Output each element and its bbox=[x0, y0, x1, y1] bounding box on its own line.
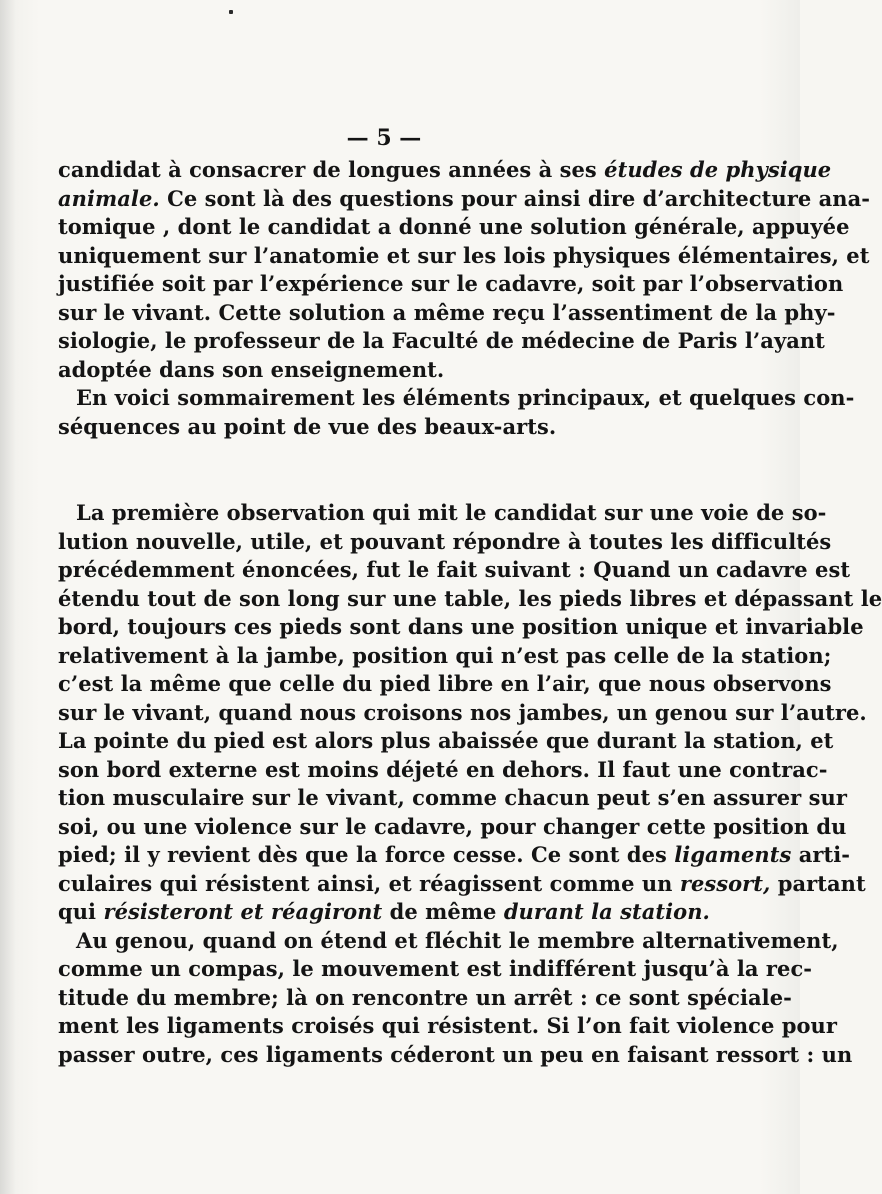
text-segment: titude du membre; là on rencontre un arrêt : ce sont spéciale- bbox=[58, 984, 792, 1010]
text-line bbox=[58, 585, 882, 614]
text-line bbox=[58, 613, 864, 642]
text-line bbox=[58, 156, 832, 185]
paragraph bbox=[58, 927, 853, 1070]
text-segment: étendu tout de son long sur une table, les pieds libres et dépassant le bbox=[58, 585, 882, 611]
text-segment: de même bbox=[382, 899, 504, 924]
ink-speck bbox=[229, 10, 233, 14]
text-line bbox=[58, 185, 871, 214]
text-line bbox=[58, 784, 847, 813]
body-text bbox=[58, 156, 882, 1069]
italic-segment: résisteront et réagiront bbox=[103, 899, 383, 924]
italic-segment: ressort, bbox=[679, 870, 771, 896]
text-line bbox=[58, 984, 792, 1013]
text-segment: tion musculaire sur le vivant, comme chacun peut s’en assurer sur bbox=[58, 785, 847, 810]
text-segment: partant bbox=[770, 870, 866, 896]
text-line bbox=[58, 356, 710, 385]
text-segment: comme un compas, le mouvement est indifférent jusqu’à la rec- bbox=[58, 956, 813, 981]
text-segment: La pointe du pied est alors plus abaissée que durant la station, et bbox=[58, 728, 834, 753]
italic-segment: ligaments bbox=[674, 842, 792, 867]
text-line bbox=[58, 813, 847, 842]
text-segment: c’est la même que celle du pied libre en l’air, que nous observons bbox=[58, 671, 832, 696]
text-segment: qui bbox=[58, 899, 104, 924]
text-segment: soi, ou une violence sur le cadavre, pour changer cette position du bbox=[58, 813, 847, 839]
text-line bbox=[58, 927, 839, 956]
text-line bbox=[58, 670, 832, 699]
text-segment: La première observation qui mit le candidat sur une voie de so- bbox=[76, 500, 827, 525]
text-segment: Ce sont là des questions pour ainsi dire d’architecture ana- bbox=[159, 185, 871, 211]
text-segment: uniquement sur l’anatomie et sur les lois physiques élémentaires, et bbox=[58, 242, 870, 268]
text-segment: candidat à consacrer de longues années à ses bbox=[58, 157, 605, 182]
text-segment: sur le vivant. Cette solution a même reçu l’assentiment de la phy- bbox=[58, 299, 836, 325]
text-line bbox=[58, 213, 850, 242]
text-segment: siologie, le professeur de la Faculté de médecine de Paris l’ayant bbox=[58, 328, 825, 353]
text-segment: culaires qui résistent ainsi, et réagissent comme un bbox=[58, 870, 680, 896]
text-segment: précédemment énoncées, fut le fait suivant : Quand un cadavre est bbox=[58, 557, 851, 582]
text-segment: tomique , dont le candidat a donné une solution générale, appuyée bbox=[58, 214, 850, 239]
text-line bbox=[58, 327, 825, 356]
text-line bbox=[58, 841, 851, 870]
italic-segment: études de physique bbox=[604, 157, 832, 182]
text-segment: son bord externe est moins déjeté en dehors. Il faut une contrac- bbox=[58, 756, 828, 782]
text-line bbox=[58, 756, 828, 785]
text-segment: relativement à la jambe, position qui n’est pas celle de la station; bbox=[58, 642, 832, 668]
text-line bbox=[58, 270, 844, 299]
text-segment: arti- bbox=[791, 842, 851, 867]
text-segment: En voici sommairement les éléments principaux, et quelques con- bbox=[76, 385, 855, 410]
text-line bbox=[58, 299, 836, 328]
page-number: — 5 — bbox=[346, 125, 422, 151]
italic-segment: durant la station. bbox=[503, 899, 710, 924]
text-segment: lution nouvelle, utile, et pouvant répondre à toutes les difficultés bbox=[58, 528, 832, 554]
text-segment: bord, toujours ces pieds sont dans une position unique et invariable bbox=[58, 614, 864, 639]
paragraph bbox=[58, 499, 882, 927]
text-line bbox=[58, 1012, 837, 1041]
text-line bbox=[58, 413, 710, 442]
text-segment: pied; il y revient dès que la force cesse. Ce sont des bbox=[58, 842, 675, 867]
text-line bbox=[58, 870, 866, 899]
text-line bbox=[58, 642, 832, 671]
paragraph bbox=[58, 156, 871, 384]
text-segment: séquences au point de vue des beaux-arts. bbox=[58, 413, 557, 439]
text-line bbox=[58, 1041, 853, 1070]
italic-segment: animale. bbox=[58, 185, 160, 211]
text-line bbox=[58, 699, 867, 728]
text-segment: adoptée dans son enseignement. bbox=[58, 356, 445, 382]
text-segment: ment les ligaments croisés qui résistent. Si l’on fait violence pour bbox=[58, 1013, 837, 1038]
text-line bbox=[58, 242, 870, 271]
paragraph-gap bbox=[58, 441, 710, 499]
paragraph bbox=[58, 384, 855, 441]
text-line bbox=[58, 499, 827, 528]
text-segment: sur le vivant, quand nous croisons nos jambes, un genou sur l’autre. bbox=[58, 699, 867, 725]
text-line bbox=[58, 556, 851, 585]
text-segment: justifiée soit par l’expérience sur le cadavre, soit par l’observation bbox=[58, 271, 844, 296]
text-line bbox=[58, 528, 832, 557]
text-line bbox=[58, 898, 710, 927]
text-segment: Au genou, quand on étend et fléchit le membre alternativement, bbox=[76, 927, 839, 953]
text-line bbox=[58, 727, 834, 756]
text-line bbox=[58, 955, 813, 984]
text-segment: passer outre, ces ligaments céderont un peu en faisant ressort : un bbox=[58, 1041, 853, 1067]
text-line bbox=[58, 384, 855, 413]
